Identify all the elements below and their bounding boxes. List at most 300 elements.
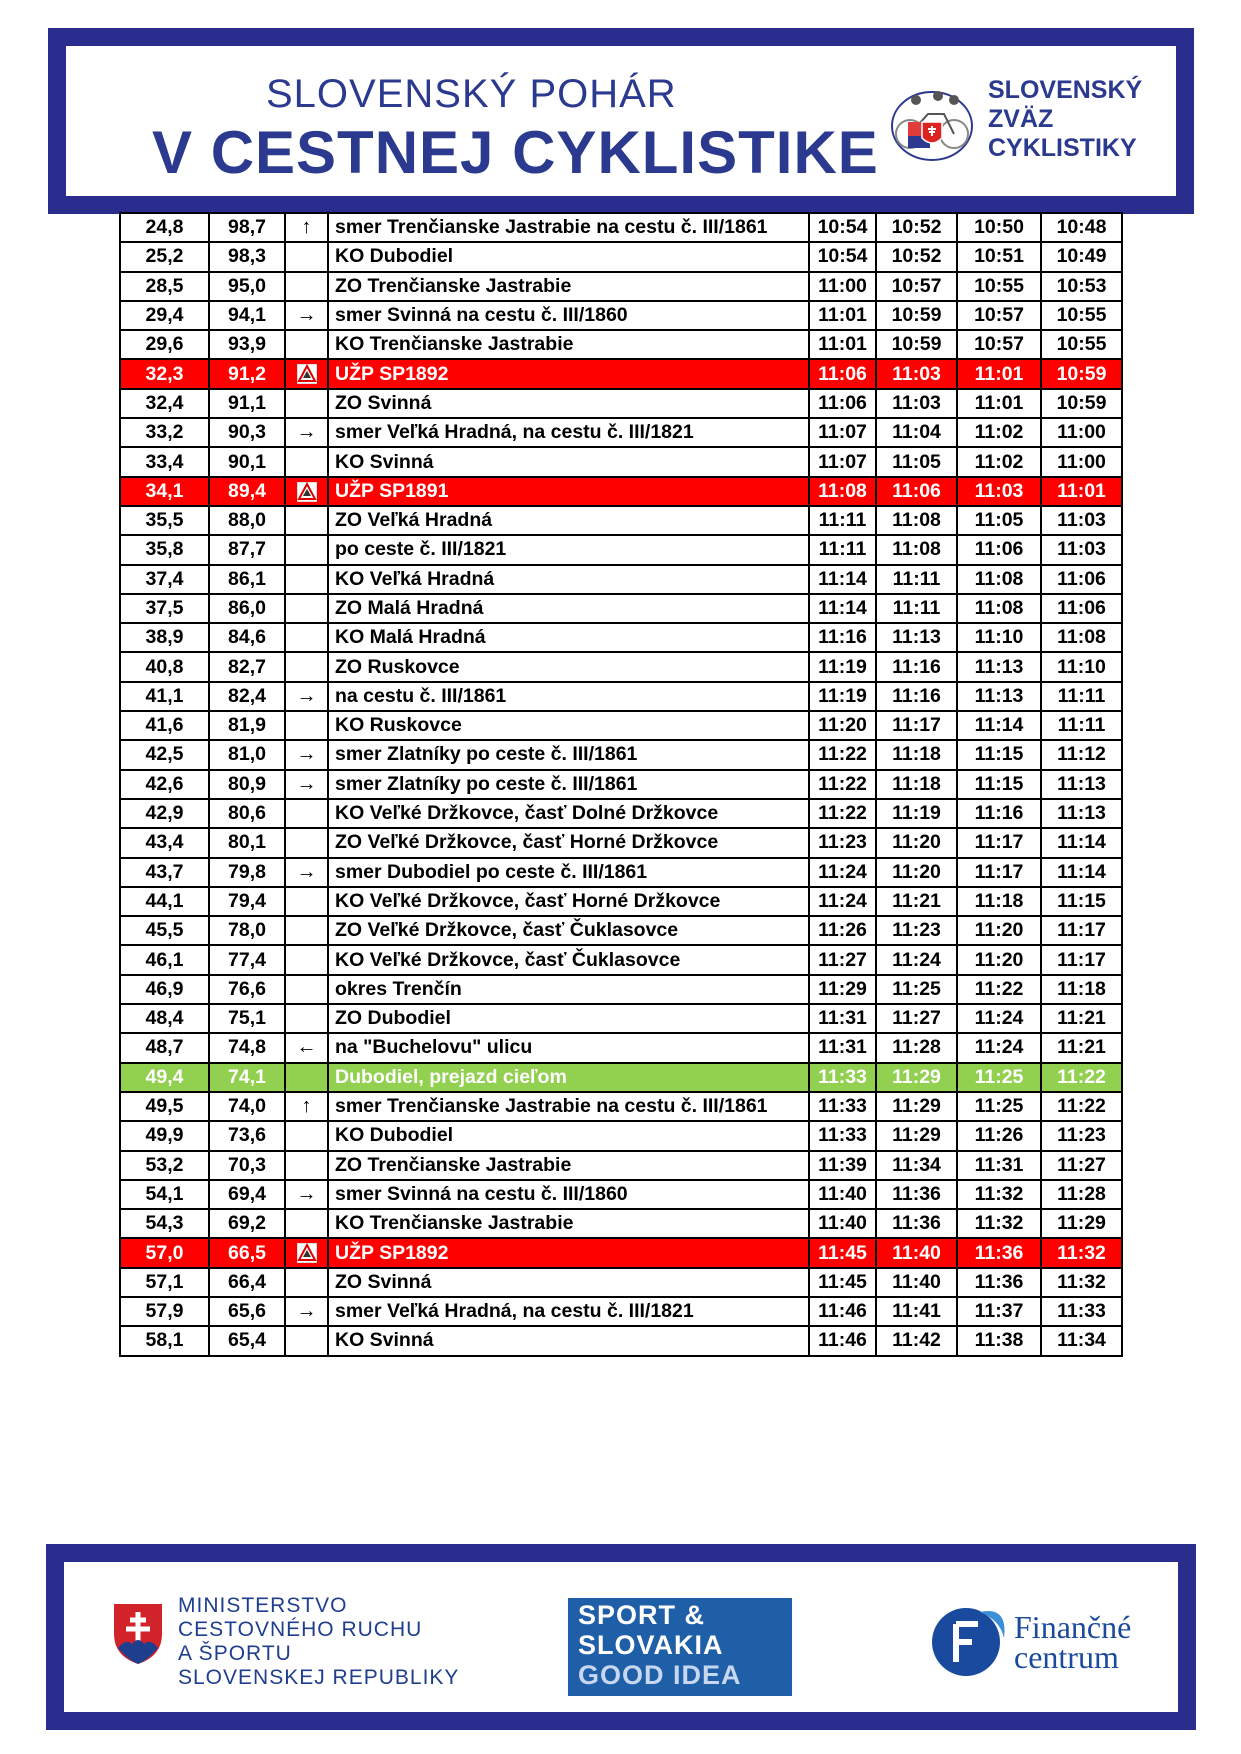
time-cell: 11:36 bbox=[876, 1180, 957, 1209]
time-cell: 11:05 bbox=[876, 447, 957, 476]
km-cell: 57,0 bbox=[120, 1238, 209, 1267]
header-banner bbox=[48, 28, 1194, 214]
time-cell: 11:03 bbox=[1041, 535, 1122, 564]
time-cell: 11:28 bbox=[1041, 1180, 1122, 1209]
direction-cell bbox=[285, 535, 328, 564]
table-row bbox=[120, 272, 1122, 301]
time-cell: 11:00 bbox=[1041, 418, 1122, 447]
time-cell: 11:32 bbox=[957, 1180, 1041, 1209]
title-line-2: V CESTNEJ CYKLISTIKE bbox=[152, 119, 879, 186]
direction-cell bbox=[285, 594, 328, 623]
direction-cell bbox=[285, 1121, 328, 1150]
federation-name-line: CYKLISTIKY bbox=[988, 134, 1137, 162]
time-cell: 11:20 bbox=[957, 916, 1041, 945]
remaining-cell: 80,9 bbox=[209, 770, 285, 799]
direction-cell bbox=[285, 1033, 328, 1062]
sport-logo-line: GOOD IDEA bbox=[578, 1660, 742, 1690]
table-row bbox=[120, 506, 1122, 535]
description-cell: smer Trenčianske Jastrabie na cestu č. III/1861 bbox=[328, 213, 809, 242]
km-cell: 28,5 bbox=[120, 272, 209, 301]
time-cell: 11:24 bbox=[876, 945, 957, 974]
km-cell: 48,4 bbox=[120, 1004, 209, 1033]
warning-sign-icon bbox=[297, 1243, 317, 1263]
remaining-cell: 89,4 bbox=[209, 477, 285, 506]
remaining-cell: 82,4 bbox=[209, 682, 285, 711]
table-row bbox=[120, 1033, 1122, 1062]
fc-name-line: Finančné bbox=[1014, 1609, 1132, 1645]
remaining-cell: 80,6 bbox=[209, 799, 285, 828]
time-cell: 11:03 bbox=[957, 477, 1041, 506]
description-cell: smer Svinná na cestu č. III/1860 bbox=[328, 301, 809, 330]
table-row bbox=[120, 1151, 1122, 1180]
remaining-cell: 81,0 bbox=[209, 740, 285, 769]
remaining-cell: 82,7 bbox=[209, 652, 285, 681]
time-cell: 11:37 bbox=[957, 1297, 1041, 1326]
km-cell: 49,9 bbox=[120, 1121, 209, 1150]
direction-cell bbox=[285, 916, 328, 945]
remaining-cell: 69,4 bbox=[209, 1180, 285, 1209]
direction-cell bbox=[285, 1238, 328, 1267]
federation-name bbox=[988, 76, 1142, 163]
remaining-cell: 90,1 bbox=[209, 447, 285, 476]
time-cell: 11:06 bbox=[1041, 565, 1122, 594]
time-cell: 11:32 bbox=[1041, 1238, 1122, 1267]
slovak-coat-of-arms-icon bbox=[112, 1602, 164, 1666]
time-cell: 11:21 bbox=[876, 887, 957, 916]
description-cell: ZO Veľká Hradná bbox=[328, 506, 809, 535]
time-cell: 11:19 bbox=[809, 682, 876, 711]
remaining-cell: 95,0 bbox=[209, 272, 285, 301]
time-cell: 11:06 bbox=[1041, 594, 1122, 623]
direction-cell bbox=[285, 359, 328, 388]
remaining-cell: 90,3 bbox=[209, 418, 285, 447]
time-cell: 11:36 bbox=[876, 1209, 957, 1238]
description-cell: KO Dubodiel bbox=[328, 242, 809, 271]
time-cell: 11:15 bbox=[957, 770, 1041, 799]
direction-cell bbox=[285, 565, 328, 594]
time-cell: 11:01 bbox=[809, 330, 876, 359]
description-cell: UŽP SP1892 bbox=[328, 1238, 809, 1267]
time-cell: 11:06 bbox=[957, 535, 1041, 564]
time-cell: 11:34 bbox=[876, 1151, 957, 1180]
description-cell: ZO Trenčianske Jastrabie bbox=[328, 1151, 809, 1180]
time-cell: 11:38 bbox=[957, 1326, 1041, 1355]
direction-cell bbox=[285, 389, 328, 418]
table-row bbox=[120, 447, 1122, 476]
direction-cell bbox=[285, 975, 328, 1004]
km-cell: 42,5 bbox=[120, 740, 209, 769]
table-row bbox=[120, 1268, 1122, 1297]
time-cell: 10:57 bbox=[957, 330, 1041, 359]
km-cell: 29,6 bbox=[120, 330, 209, 359]
arrow-left-icon: ← bbox=[296, 1036, 317, 1059]
time-cell: 11:31 bbox=[809, 1004, 876, 1033]
table-row bbox=[120, 740, 1122, 769]
remaining-cell: 91,2 bbox=[209, 359, 285, 388]
financne-centrum-logo-icon bbox=[930, 1602, 1008, 1680]
time-cell: 10:59 bbox=[1041, 389, 1122, 418]
table-row bbox=[120, 858, 1122, 887]
time-cell: 11:05 bbox=[957, 506, 1041, 535]
time-cell: 11:14 bbox=[809, 594, 876, 623]
time-cell: 11:22 bbox=[809, 799, 876, 828]
time-cell: 10:54 bbox=[809, 213, 876, 242]
km-cell: 49,4 bbox=[120, 1063, 209, 1092]
time-cell: 11:22 bbox=[1041, 1092, 1122, 1121]
fc-name-line: centrum bbox=[1014, 1639, 1119, 1675]
description-cell: KO Malá Hradná bbox=[328, 623, 809, 652]
time-cell: 11:21 bbox=[1041, 1004, 1122, 1033]
remaining-cell: 94,1 bbox=[209, 301, 285, 330]
time-cell: 10:55 bbox=[957, 272, 1041, 301]
km-cell: 42,6 bbox=[120, 770, 209, 799]
remaining-cell: 98,7 bbox=[209, 213, 285, 242]
direction-cell bbox=[285, 418, 328, 447]
table-row bbox=[120, 1180, 1122, 1209]
time-cell: 11:25 bbox=[876, 975, 957, 1004]
km-cell: 42,9 bbox=[120, 799, 209, 828]
time-cell: 11:33 bbox=[809, 1121, 876, 1150]
remaining-cell: 91,1 bbox=[209, 389, 285, 418]
km-cell: 25,2 bbox=[120, 242, 209, 271]
time-cell: 11:19 bbox=[876, 799, 957, 828]
description-cell: po ceste č. III/1821 bbox=[328, 535, 809, 564]
arrow-right-icon: → bbox=[296, 1300, 317, 1323]
description-cell: ZO Veľké Držkovce, časť Čuklasovce bbox=[328, 916, 809, 945]
time-cell: 11:41 bbox=[876, 1297, 957, 1326]
description-cell: smer Svinná na cestu č. III/1860 bbox=[328, 1180, 809, 1209]
time-cell: 11:14 bbox=[1041, 858, 1122, 887]
remaining-cell: 98,3 bbox=[209, 242, 285, 271]
table-row bbox=[120, 535, 1122, 564]
time-cell: 11:13 bbox=[1041, 799, 1122, 828]
time-cell: 11:14 bbox=[809, 565, 876, 594]
sport-logo-line: SPORT & bbox=[578, 1600, 706, 1630]
description-cell: KO Veľké Držkovce, časť Horné Držkovce bbox=[328, 887, 809, 916]
table-row bbox=[120, 359, 1122, 388]
direction-cell bbox=[285, 301, 328, 330]
table-row bbox=[120, 711, 1122, 740]
table-row bbox=[120, 975, 1122, 1004]
time-cell: 11:16 bbox=[809, 623, 876, 652]
time-cell: 10:59 bbox=[1041, 359, 1122, 388]
direction-cell bbox=[285, 623, 328, 652]
ministry-name-line: MINISTERSTVO bbox=[178, 1594, 348, 1617]
time-cell: 11:17 bbox=[1041, 916, 1122, 945]
table-row bbox=[120, 945, 1122, 974]
direction-cell bbox=[285, 799, 328, 828]
remaining-cell: 81,9 bbox=[209, 711, 285, 740]
time-cell: 11:11 bbox=[1041, 711, 1122, 740]
cycling-federation-logo-icon bbox=[888, 86, 976, 166]
time-cell: 11:33 bbox=[1041, 1297, 1122, 1326]
federation-name-line: ZVÄZ bbox=[988, 105, 1054, 133]
km-cell: 46,9 bbox=[120, 975, 209, 1004]
time-cell: 11:13 bbox=[876, 623, 957, 652]
time-cell: 11:34 bbox=[1041, 1326, 1122, 1355]
direction-cell bbox=[285, 1063, 328, 1092]
remaining-cell: 69,2 bbox=[209, 1209, 285, 1238]
table-row bbox=[120, 594, 1122, 623]
remaining-cell: 65,6 bbox=[209, 1297, 285, 1326]
time-cell: 10:53 bbox=[1041, 272, 1122, 301]
description-cell: smer Zlatníky po ceste č. III/1861 bbox=[328, 740, 809, 769]
time-cell: 10:59 bbox=[876, 301, 957, 330]
time-cell: 11:25 bbox=[957, 1063, 1041, 1092]
time-cell: 11:11 bbox=[876, 565, 957, 594]
remaining-cell: 65,4 bbox=[209, 1326, 285, 1355]
direction-cell bbox=[285, 887, 328, 916]
description-cell: KO Veľká Hradná bbox=[328, 565, 809, 594]
direction-cell bbox=[285, 213, 328, 242]
time-cell: 11:45 bbox=[809, 1238, 876, 1267]
description-cell: KO Veľké Držkovce, časť Dolné Držkovce bbox=[328, 799, 809, 828]
description-cell: smer Veľká Hradná, na cestu č. III/1821 bbox=[328, 1297, 809, 1326]
time-cell: 11:08 bbox=[876, 506, 957, 535]
sport-logo-line: SLOVAKIA bbox=[578, 1630, 724, 1660]
time-cell: 11:20 bbox=[957, 945, 1041, 974]
description-cell: KO Svinná bbox=[328, 447, 809, 476]
time-cell: 11:02 bbox=[957, 447, 1041, 476]
time-cell: 11:20 bbox=[876, 828, 957, 857]
time-cell: 11:22 bbox=[809, 770, 876, 799]
time-cell: 11:22 bbox=[1041, 1063, 1122, 1092]
km-cell: 33,4 bbox=[120, 447, 209, 476]
description-cell: UŽP SP1892 bbox=[328, 359, 809, 388]
time-cell: 11:24 bbox=[809, 887, 876, 916]
km-cell: 41,6 bbox=[120, 711, 209, 740]
table-row bbox=[120, 418, 1122, 447]
time-cell: 11:23 bbox=[1041, 1121, 1122, 1150]
time-cell: 11:17 bbox=[957, 828, 1041, 857]
km-cell: 45,5 bbox=[120, 916, 209, 945]
time-cell: 11:18 bbox=[1041, 975, 1122, 1004]
direction-cell bbox=[285, 1326, 328, 1355]
remaining-cell: 74,1 bbox=[209, 1063, 285, 1092]
time-cell: 11:11 bbox=[1041, 682, 1122, 711]
time-cell: 11:11 bbox=[809, 506, 876, 535]
sport-slovakia-logo bbox=[568, 1598, 792, 1696]
time-cell: 11:22 bbox=[809, 740, 876, 769]
time-cell: 11:00 bbox=[809, 272, 876, 301]
time-cell: 11:25 bbox=[957, 1092, 1041, 1121]
description-cell: Dubodiel, prejazd cieľom bbox=[328, 1063, 809, 1092]
time-cell: 11:07 bbox=[809, 447, 876, 476]
time-cell: 11:18 bbox=[876, 770, 957, 799]
time-cell: 11:08 bbox=[957, 594, 1041, 623]
footer-banner bbox=[46, 1544, 1196, 1730]
time-cell: 11:46 bbox=[809, 1297, 876, 1326]
remaining-cell: 78,0 bbox=[209, 916, 285, 945]
direction-cell bbox=[285, 652, 328, 681]
time-cell: 11:29 bbox=[809, 975, 876, 1004]
direction-cell bbox=[285, 330, 328, 359]
time-cell: 11:23 bbox=[809, 828, 876, 857]
ministry-name bbox=[178, 1594, 459, 1690]
time-cell: 11:03 bbox=[876, 389, 957, 418]
table-row bbox=[120, 887, 1122, 916]
time-cell: 11:15 bbox=[957, 740, 1041, 769]
warning-sign-icon bbox=[297, 482, 317, 502]
description-cell: smer Veľká Hradná, na cestu č. III/1821 bbox=[328, 418, 809, 447]
description-cell: okres Trenčín bbox=[328, 975, 809, 1004]
time-cell: 10:48 bbox=[1041, 213, 1122, 242]
direction-cell bbox=[285, 477, 328, 506]
km-cell: 41,1 bbox=[120, 682, 209, 711]
table-row bbox=[120, 1297, 1122, 1326]
remaining-cell: 87,7 bbox=[209, 535, 285, 564]
km-cell: 35,5 bbox=[120, 506, 209, 535]
arrow-right-icon: → bbox=[296, 772, 317, 795]
time-cell: 11:33 bbox=[809, 1063, 876, 1092]
remaining-cell: 84,6 bbox=[209, 623, 285, 652]
km-cell: 53,2 bbox=[120, 1151, 209, 1180]
km-cell: 32,4 bbox=[120, 389, 209, 418]
title-line-1: SLOVENSKÝ POHÁR bbox=[266, 72, 677, 116]
direction-cell bbox=[285, 828, 328, 857]
time-cell: 10:57 bbox=[876, 272, 957, 301]
table-row bbox=[120, 1121, 1122, 1150]
description-cell: ZO Dubodiel bbox=[328, 1004, 809, 1033]
time-cell: 11:13 bbox=[1041, 770, 1122, 799]
time-cell: 11:33 bbox=[809, 1092, 876, 1121]
time-cell: 11:12 bbox=[1041, 740, 1122, 769]
arrow-right-icon: → bbox=[296, 304, 317, 327]
time-cell: 11:21 bbox=[1041, 1033, 1122, 1062]
description-cell: ZO Ruskovce bbox=[328, 652, 809, 681]
time-cell: 11:29 bbox=[876, 1063, 957, 1092]
time-cell: 10:51 bbox=[957, 242, 1041, 271]
ministry-name-line: A ŠPORTU bbox=[178, 1642, 292, 1665]
time-cell: 11:00 bbox=[1041, 447, 1122, 476]
time-cell: 11:18 bbox=[876, 740, 957, 769]
description-cell: na "Buchelovu" ulicu bbox=[328, 1033, 809, 1062]
km-cell: 32,3 bbox=[120, 359, 209, 388]
time-cell: 11:06 bbox=[876, 477, 957, 506]
km-cell: 24,8 bbox=[120, 213, 209, 242]
table-row bbox=[120, 1209, 1122, 1238]
time-cell: 11:01 bbox=[1041, 477, 1122, 506]
time-cell: 11:03 bbox=[876, 359, 957, 388]
remaining-cell: 75,1 bbox=[209, 1004, 285, 1033]
remaining-cell: 74,0 bbox=[209, 1092, 285, 1121]
time-cell: 11:13 bbox=[957, 652, 1041, 681]
description-cell: ZO Trenčianske Jastrabie bbox=[328, 272, 809, 301]
time-cell: 11:17 bbox=[957, 858, 1041, 887]
time-cell: 11:01 bbox=[957, 359, 1041, 388]
time-cell: 11:24 bbox=[957, 1004, 1041, 1033]
time-cell: 11:26 bbox=[809, 916, 876, 945]
time-cell: 11:32 bbox=[1041, 1268, 1122, 1297]
arrow-right-icon: → bbox=[296, 684, 317, 707]
km-cell: 33,2 bbox=[120, 418, 209, 447]
arrow-right-icon: → bbox=[296, 743, 317, 766]
description-cell: KO Veľké Držkovce, časť Čuklasovce bbox=[328, 945, 809, 974]
table-row bbox=[120, 301, 1122, 330]
time-cell: 10:55 bbox=[1041, 301, 1122, 330]
arrow-right-icon: → bbox=[296, 860, 317, 883]
time-cell: 11:24 bbox=[809, 858, 876, 887]
remaining-cell: 86,1 bbox=[209, 565, 285, 594]
time-cell: 11:28 bbox=[876, 1033, 957, 1062]
time-cell: 10:57 bbox=[957, 301, 1041, 330]
footer-panel bbox=[64, 1562, 1178, 1712]
remaining-cell: 73,6 bbox=[209, 1121, 285, 1150]
time-cell: 11:24 bbox=[957, 1033, 1041, 1062]
km-cell: 35,8 bbox=[120, 535, 209, 564]
time-cell: 11:27 bbox=[1041, 1151, 1122, 1180]
table-row bbox=[120, 916, 1122, 945]
direction-cell bbox=[285, 945, 328, 974]
description-cell: smer Zlatníky po ceste č. III/1861 bbox=[328, 770, 809, 799]
financne-centrum-name bbox=[1014, 1609, 1132, 1675]
federation-name-line: SLOVENSKÝ bbox=[988, 76, 1143, 104]
table-row bbox=[120, 389, 1122, 418]
remaining-cell: 79,8 bbox=[209, 858, 285, 887]
time-cell: 11:40 bbox=[876, 1238, 957, 1267]
time-cell: 11:16 bbox=[957, 799, 1041, 828]
time-cell: 11:36 bbox=[957, 1238, 1041, 1267]
table-row bbox=[120, 1063, 1122, 1092]
time-cell: 11:29 bbox=[1041, 1209, 1122, 1238]
arrow-right-icon: → bbox=[296, 421, 317, 444]
direction-cell bbox=[285, 1268, 328, 1297]
time-cell: 10:50 bbox=[957, 213, 1041, 242]
km-cell: 46,1 bbox=[120, 945, 209, 974]
km-cell: 58,1 bbox=[120, 1326, 209, 1355]
remaining-cell: 77,4 bbox=[209, 945, 285, 974]
time-cell: 10:49 bbox=[1041, 242, 1122, 271]
time-cell: 11:40 bbox=[809, 1209, 876, 1238]
table-row bbox=[120, 828, 1122, 857]
time-cell: 11:29 bbox=[876, 1121, 957, 1150]
time-cell: 11:14 bbox=[957, 711, 1041, 740]
table-row bbox=[120, 330, 1122, 359]
time-cell: 11:13 bbox=[957, 682, 1041, 711]
direction-cell bbox=[285, 1297, 328, 1326]
time-cell: 10:54 bbox=[809, 242, 876, 271]
time-cell: 11:27 bbox=[876, 1004, 957, 1033]
direction-cell bbox=[285, 1004, 328, 1033]
time-cell: 11:39 bbox=[809, 1151, 876, 1180]
remaining-cell: 74,8 bbox=[209, 1033, 285, 1062]
remaining-cell: 80,1 bbox=[209, 828, 285, 857]
arrow-up-icon: ↑ bbox=[301, 216, 312, 239]
time-cell: 11:08 bbox=[1041, 623, 1122, 652]
direction-cell bbox=[285, 447, 328, 476]
time-cell: 11:23 bbox=[876, 916, 957, 945]
description-cell: ZO Svinná bbox=[328, 1268, 809, 1297]
remaining-cell: 76,6 bbox=[209, 975, 285, 1004]
time-cell: 11:11 bbox=[809, 535, 876, 564]
table-row bbox=[120, 1004, 1122, 1033]
time-cell: 11:08 bbox=[809, 477, 876, 506]
time-cell: 11:06 bbox=[809, 359, 876, 388]
direction-cell bbox=[285, 506, 328, 535]
time-cell: 10:55 bbox=[1041, 330, 1122, 359]
time-cell: 10:52 bbox=[876, 242, 957, 271]
time-cell: 11:40 bbox=[809, 1180, 876, 1209]
time-cell: 11:18 bbox=[957, 887, 1041, 916]
description-cell: ZO Svinná bbox=[328, 389, 809, 418]
remaining-cell: 66,4 bbox=[209, 1268, 285, 1297]
description-cell: KO Dubodiel bbox=[328, 1121, 809, 1150]
time-cell: 11:17 bbox=[876, 711, 957, 740]
km-cell: 40,8 bbox=[120, 652, 209, 681]
warning-sign-icon bbox=[297, 364, 317, 384]
time-cell: 11:10 bbox=[1041, 652, 1122, 681]
direction-cell bbox=[285, 1180, 328, 1209]
